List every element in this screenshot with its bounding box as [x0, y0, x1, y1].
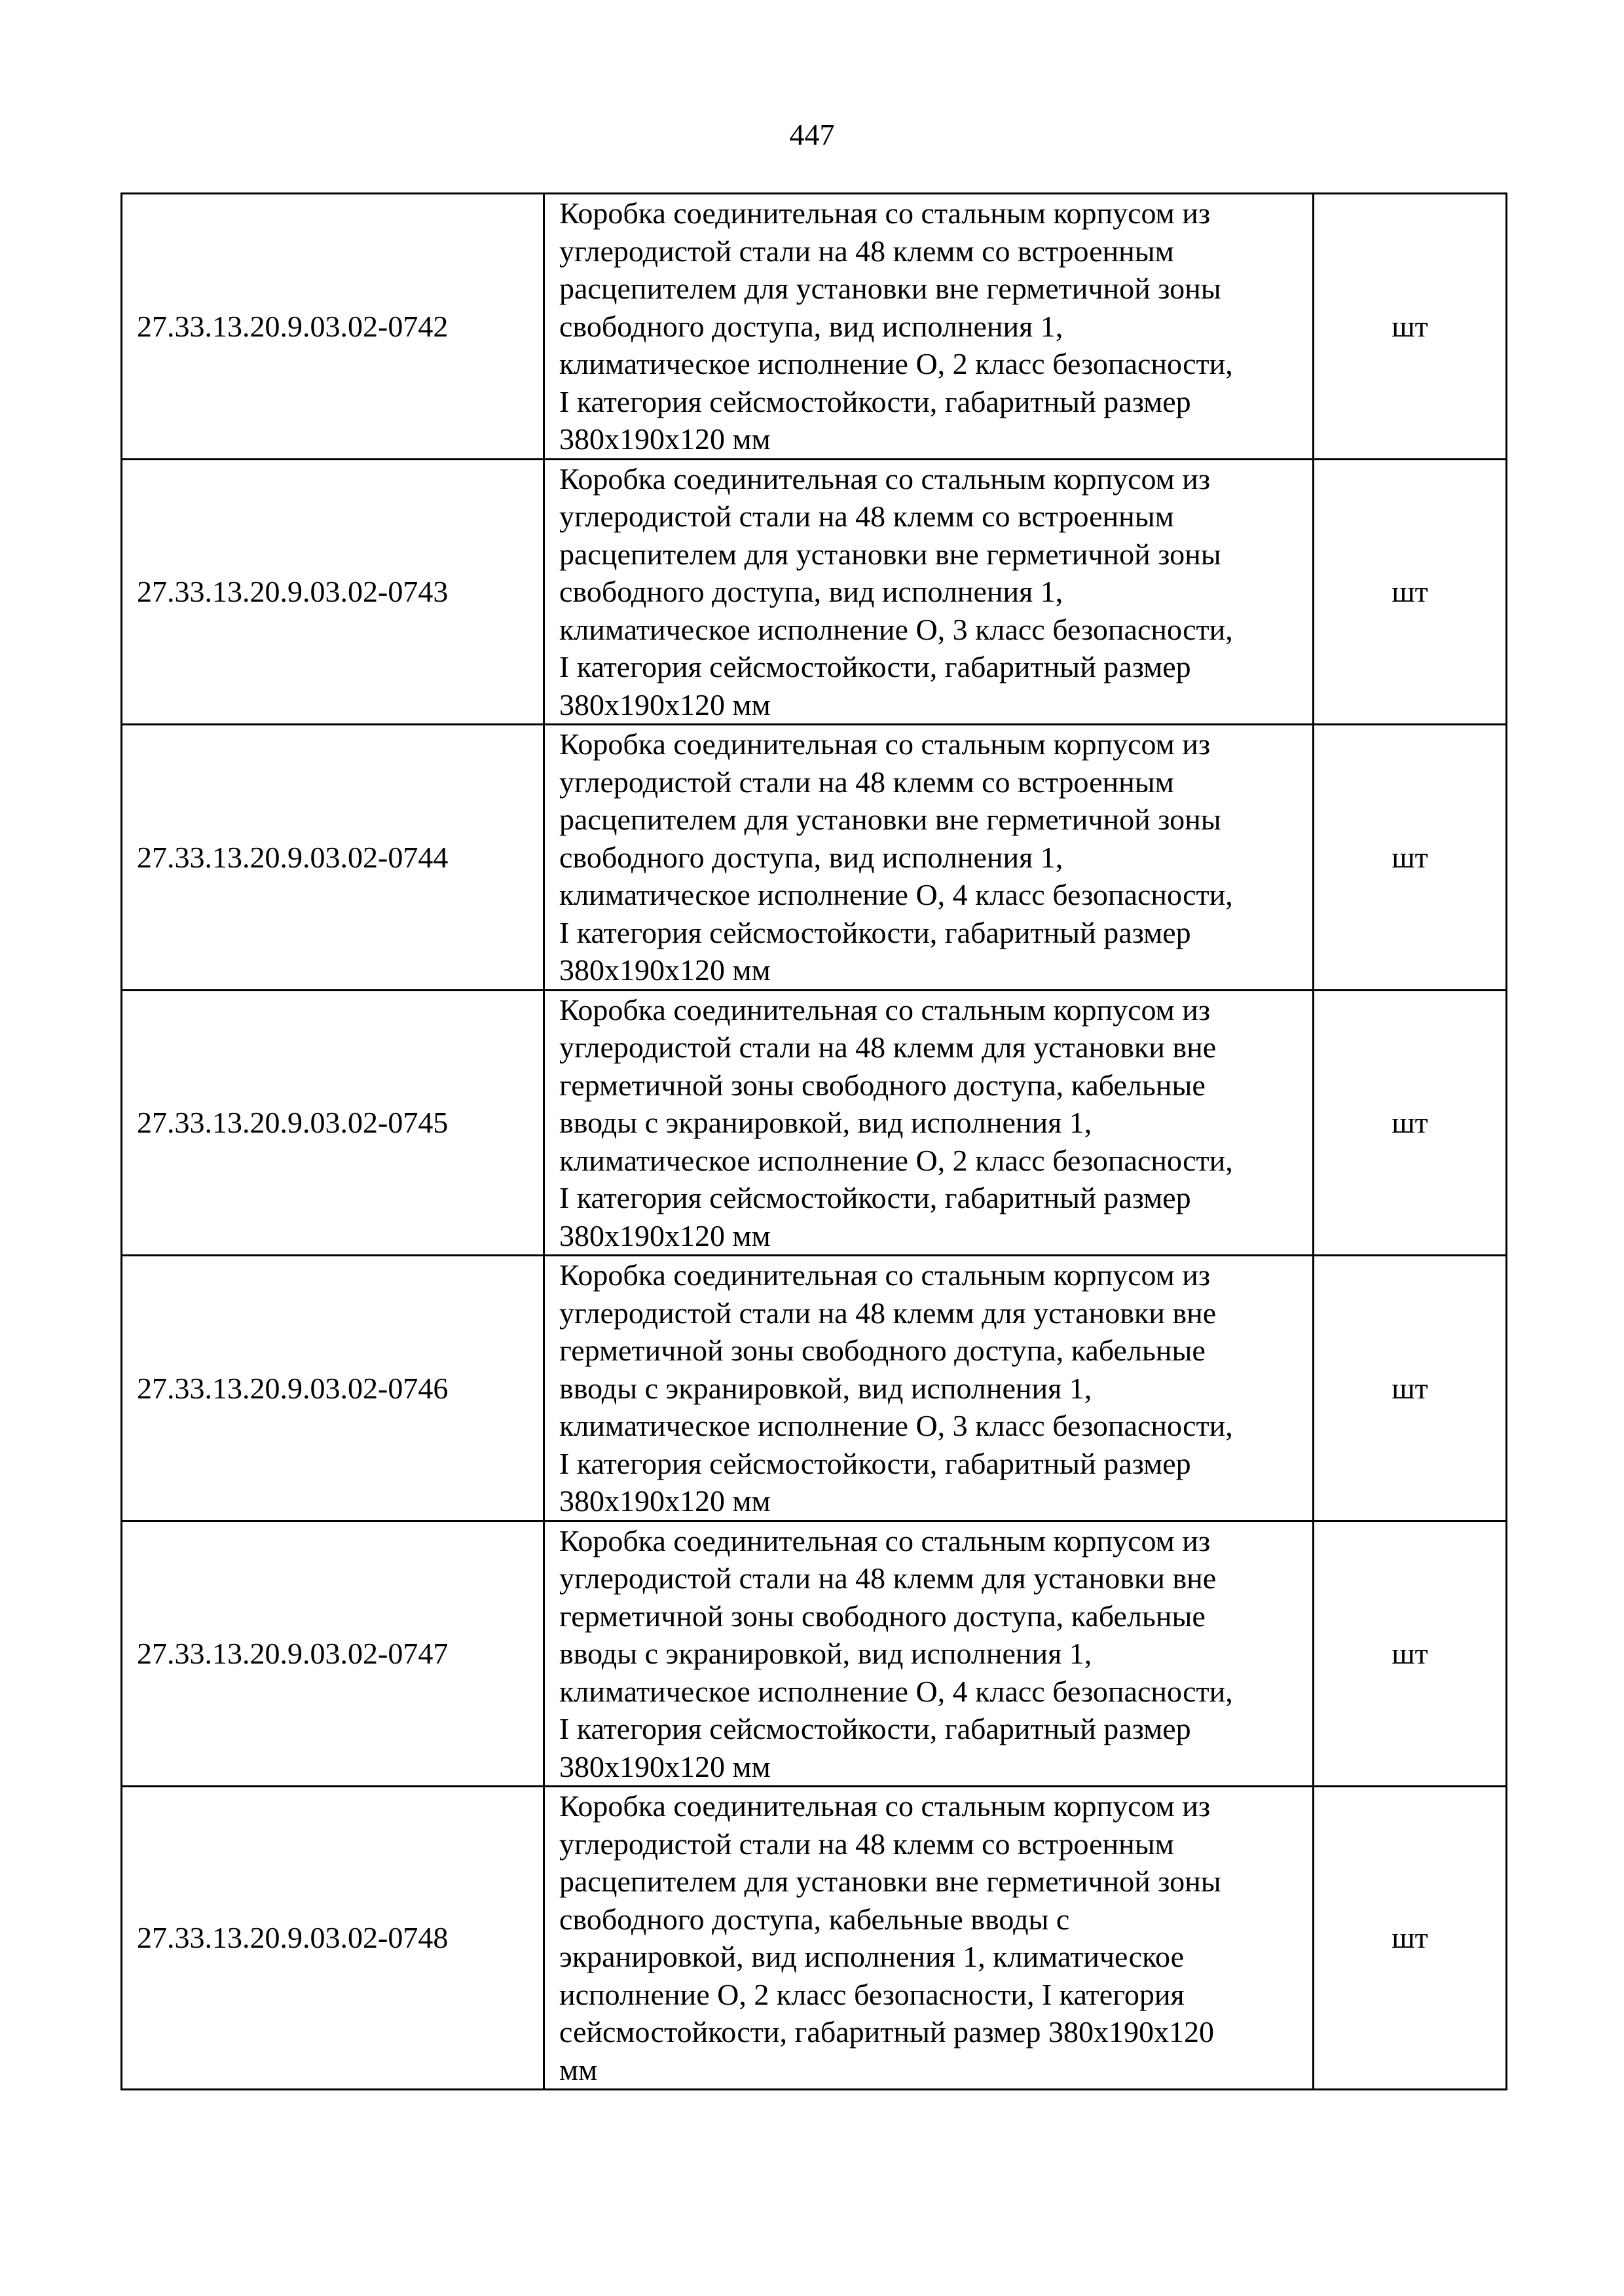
description-line: вводы с экранировкой, вид исполнения 1, [559, 1106, 1092, 1139]
description-line: герметичной зоны свободного доступа, кабельные [559, 1068, 1206, 1102]
description-line: Коробка соединительная со стальным корпусом из [559, 196, 1211, 230]
description-line: свободного доступа, вид исполнения 1, [559, 309, 1063, 343]
description-line: расцепителем для установки вне герметичной зоны [559, 1865, 1221, 1898]
unit-cell: шт [1314, 1787, 1507, 2090]
description-line: 380x190x120 мм [559, 687, 771, 721]
description-line: Коробка соединительная со стальным корпусом из [559, 1258, 1211, 1292]
description-line: климатическое исполнение О, 4 класс безопасности, [559, 878, 1233, 911]
description-line: углеродистой стали на 48 клемм для установки вне [559, 1296, 1217, 1330]
description-line: климатическое исполнение О, 4 класс безопасности, [559, 1674, 1233, 1708]
table-body [122, 194, 1507, 2090]
description-line: расцепителем для установки вне герметичной зоны [559, 803, 1221, 836]
description-line: Коробка соединительная со стальным корпусом из [559, 1789, 1211, 1823]
description-line: углеродистой стали на 48 клемм со встроенным [559, 765, 1174, 799]
description-line: 380x190x120 мм [559, 1749, 771, 1783]
description-line: I категория сейсмостойкости, габаритный размер [559, 1446, 1191, 1480]
description-line: 380x190x120 мм [559, 1218, 771, 1252]
description-line: 380x190x120 мм [559, 1484, 771, 1518]
description-line: экранировкой, вид исполнения 1, климатическое [559, 1940, 1185, 1973]
table-row [122, 194, 1507, 460]
description-line: мм [559, 2052, 598, 2086]
description-line: I категория сейсмостойкости, габаритный размер [559, 650, 1191, 683]
resource-description-cell [544, 1787, 1314, 2090]
resource-table [120, 192, 1507, 2090]
resource-code-cell: 27.33.13.20.9.03.02-0744 [122, 725, 544, 991]
description-line: герметичной зоны свободного доступа, кабельные [559, 1334, 1206, 1367]
unit-cell: шт [1314, 1256, 1507, 1522]
resource-code-cell: 27.33.13.20.9.03.02-0745 [122, 990, 544, 1256]
description-line: I категория сейсмостойкости, габаритный размер [559, 915, 1191, 949]
description-line: 380x190x120 мм [559, 953, 771, 987]
description-line: Коробка соединительная со стальным корпусом из [559, 993, 1211, 1027]
description-line: I категория сейсмостойкости, габаритный размер [559, 1181, 1191, 1214]
description-line: герметичной зоны свободного доступа, кабельные [559, 1599, 1206, 1633]
unit-cell: шт [1314, 725, 1507, 991]
table-row [122, 1256, 1507, 1522]
description-line: углеродистой стали на 48 клемм со встроенным [559, 234, 1174, 268]
description-line: расцепителем для установки вне герметичной зоны [559, 537, 1221, 571]
resource-description-cell [544, 1256, 1314, 1522]
table-row [122, 1787, 1507, 2090]
description-line: углеродистой стали на 48 клемм для установки вне [559, 1561, 1217, 1595]
unit-cell: шт [1314, 459, 1507, 725]
table-row [122, 459, 1507, 725]
description-line: сейсмостойкости, габаритный размер 380x190x120 [559, 2015, 1214, 2049]
unit-cell: шт [1314, 194, 1507, 460]
description-line: 380x190x120 мм [559, 422, 771, 456]
resource-description-cell [544, 459, 1314, 725]
description-line: климатическое исполнение О, 2 класс безопасности, [559, 1143, 1233, 1177]
unit-cell: шт [1314, 1521, 1507, 1787]
description-line: вводы с экранировкой, вид исполнения 1, [559, 1371, 1092, 1405]
resource-code-cell: 27.33.13.20.9.03.02-0742 [122, 194, 544, 460]
description-line: свободного доступа, вид исполнения 1, [559, 840, 1063, 874]
description-line: Коробка соединительная со стальным корпусом из [559, 1523, 1211, 1558]
table-row [122, 1521, 1507, 1787]
description-line: климатическое исполнение О, 3 класс безопасности, [559, 612, 1233, 646]
resource-description-cell [544, 194, 1314, 460]
resource-description-cell [544, 1521, 1314, 1787]
description-line: вводы с экранировкой, вид исполнения 1, [559, 1637, 1092, 1670]
resource-code-cell: 27.33.13.20.9.03.02-0743 [122, 459, 544, 725]
description-line: климатическое исполнение О, 2 класс безопасности, [559, 347, 1233, 380]
description-line: свободного доступа, кабельные вводы с [559, 1902, 1070, 1936]
resource-code-cell: 27.33.13.20.9.03.02-0747 [122, 1521, 544, 1787]
description-line: I категория сейсмостойкости, габаритный размер [559, 384, 1191, 418]
table-row [122, 990, 1507, 1256]
description-line: углеродистой стали на 48 клемм со встроенным [559, 500, 1174, 533]
description-line: Коробка соединительная со стальным корпусом из [559, 727, 1211, 761]
description-line: I категория сейсмостойкости, габаритный размер [559, 1712, 1191, 1745]
resource-description-cell [544, 990, 1314, 1256]
page-number: 447 [789, 118, 835, 151]
description-line: расцепителем для установки вне герметичной зоны [559, 272, 1221, 305]
description-line: свободного доступа, вид исполнения 1, [559, 575, 1063, 608]
resource-code-cell: 27.33.13.20.9.03.02-0748 [122, 1787, 544, 2090]
resource-code-cell: 27.33.13.20.9.03.02-0746 [122, 1256, 544, 1522]
table-row [122, 725, 1507, 991]
resource-description-cell [544, 725, 1314, 991]
description-line: климатическое исполнение О, 3 класс безопасности, [559, 1409, 1233, 1442]
description-line: углеродистой стали на 48 клемм для установки вне [559, 1030, 1217, 1064]
description-line: Коробка соединительная со стальным корпусом из [559, 462, 1211, 496]
description-line: углеродистой стали на 48 клемм со встроенным [559, 1827, 1174, 1861]
description-line: исполнение О, 2 класс безопасности, I категория [559, 1977, 1185, 2011]
unit-cell: шт [1314, 990, 1507, 1256]
